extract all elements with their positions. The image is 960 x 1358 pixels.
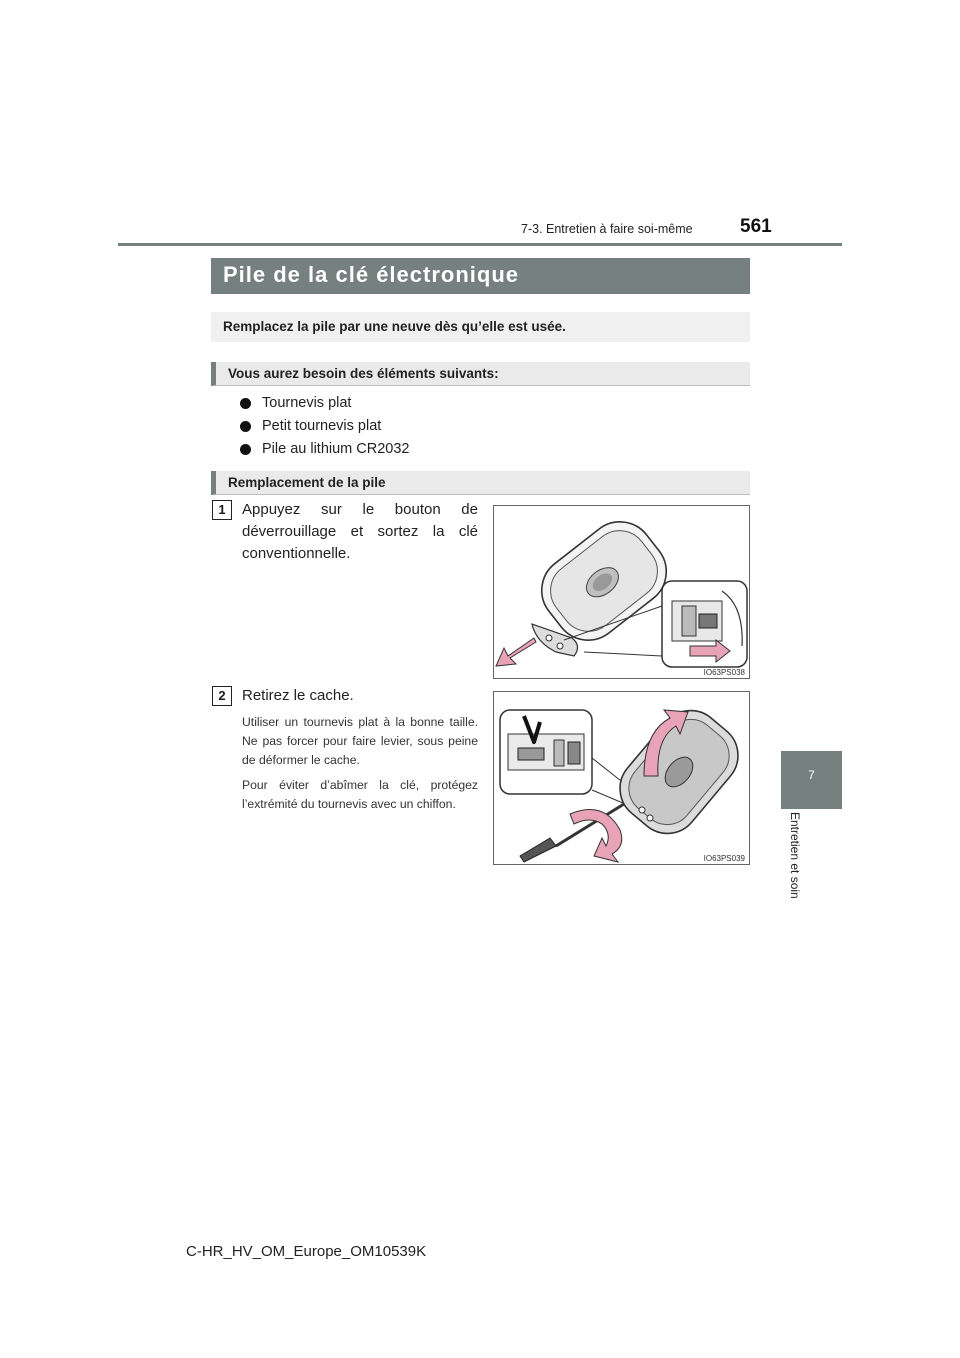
step-2-note-2: Pour éviter d’abîmer la clé, protégez l’extrémité du tournevis avec un chiffon. [242, 778, 478, 811]
list-item [240, 393, 410, 416]
requirements-list [240, 393, 410, 462]
step-2-badge: 2 [212, 686, 232, 706]
step-1-text: Appuyez sur le bouton de déverrouillage et sortez la clé conventionnelle. [242, 501, 478, 562]
figure-code: IO63PS038 [703, 668, 745, 677]
chapter-tab [781, 751, 842, 809]
key-fob-illustration [494, 506, 749, 678]
figure-remove-mechanical-key [493, 505, 750, 679]
list-item-text: Pile au lithium CR2032 [262, 441, 410, 457]
step-1-badge: 1 [212, 500, 232, 520]
section-title: 7-3. Entretien à faire soi-même [521, 222, 693, 236]
list-item-text: Petit tournevis plat [262, 418, 382, 434]
figure-code: IO63PS039 [703, 854, 745, 863]
bullet-icon [240, 398, 251, 409]
intro-note: Remplacez la pile par une neuve dès qu’elle est usée. [211, 312, 750, 342]
document-id-footer: C-HR_HV_OM_Europe_OM10539K [186, 1243, 427, 1260]
list-item [240, 416, 410, 439]
list-item [240, 439, 410, 462]
step-2-note-1: Utiliser un tournevis plat à la bonne taille. Ne pas forcer pour faire levier, sous peine de déformer le cache. [242, 715, 478, 767]
replacement-heading: Remplacement de la pile [211, 471, 750, 495]
cover-removal-illustration [494, 692, 749, 864]
page-number: 561 [740, 216, 772, 237]
bullet-icon [240, 444, 251, 455]
bullet-icon [240, 421, 251, 432]
header-rule [118, 243, 842, 246]
list-item-text: Tournevis plat [262, 395, 352, 411]
page-title: Pile de la clé électronique [211, 258, 750, 294]
chapter-number: 7 [808, 768, 815, 782]
requirements-heading: Vous aurez besoin des éléments suivants: [211, 362, 750, 386]
chapter-label: Entretien et soin [788, 812, 802, 899]
figure-remove-cover [493, 691, 750, 865]
step-2-text: Retirez le cache. [242, 687, 354, 704]
